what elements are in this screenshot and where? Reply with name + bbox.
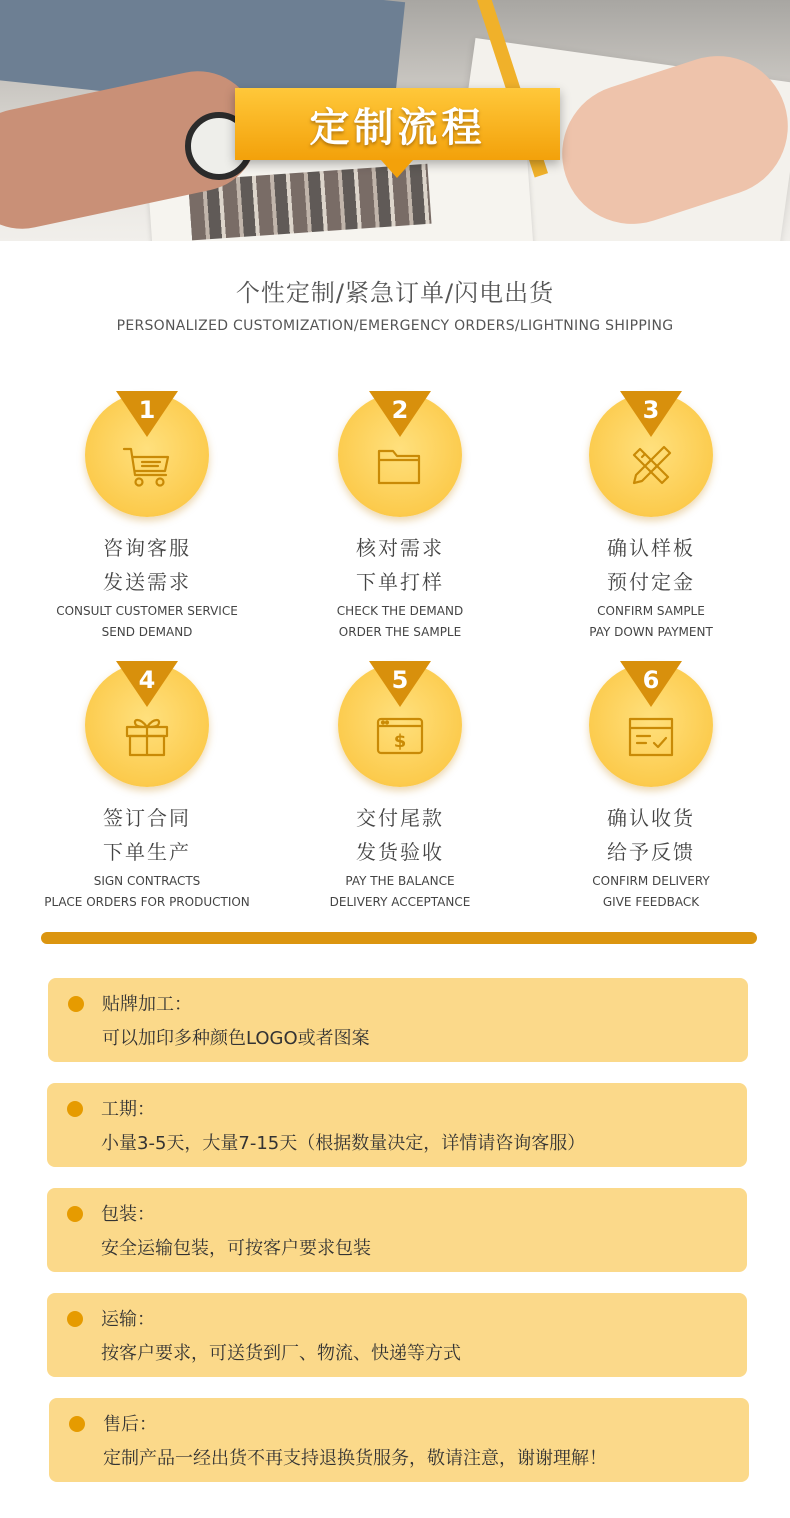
step-1	[32, 393, 262, 643]
gift-icon	[122, 711, 172, 761]
step-title-en: CONFIRM SAMPLE	[597, 604, 705, 618]
card-text: 小量3-5天，大量7-15天（根据数量决定，详情请咨询客服）	[101, 1133, 586, 1154]
step-title-en: CHECK THE DEMAND	[336, 604, 464, 618]
step-subtitle: 下单打样	[356, 570, 444, 594]
payment-window-icon	[375, 711, 425, 761]
step-badge	[338, 663, 462, 787]
step-2	[285, 393, 515, 643]
step-badge	[589, 663, 713, 787]
step-subtitle: 给予反馈	[607, 840, 695, 864]
step-title-en: SIGN CONTRACTS	[93, 874, 201, 888]
step-title: 交付尾款	[356, 806, 444, 830]
section-heading-cn: 个性定制/紧急订单/闪电出货	[235, 279, 555, 307]
info-card-after-sales	[49, 1398, 749, 1482]
bullet-dot-icon	[69, 1416, 85, 1432]
step-subtitle-en: SEND DEMAND	[101, 625, 193, 639]
banner-title-text: 定制流程	[309, 104, 486, 151]
section-heading-en: PERSONALIZED CUSTOMIZATION/EMERGENCY ORDERS/LIGHTNING SHIPPING	[116, 318, 674, 334]
step-number: 5	[391, 666, 409, 694]
step-badge	[85, 393, 209, 517]
info-card-packaging	[47, 1188, 747, 1272]
bullet-dot-icon	[68, 996, 84, 1012]
step-number: 4	[138, 666, 156, 694]
card-title: 贴牌加工：	[102, 994, 192, 1015]
step-3	[536, 393, 766, 643]
step-badge	[589, 393, 713, 517]
step-4	[32, 663, 262, 913]
step-title: 核对需求	[356, 536, 444, 560]
card-title: 售后：	[103, 1414, 157, 1435]
bullet-dot-icon	[67, 1101, 83, 1117]
step-subtitle: 预付定金	[607, 570, 695, 594]
info-card-lead-time	[47, 1083, 747, 1167]
shopping-cart-icon	[122, 441, 172, 491]
step-number: 2	[391, 396, 409, 424]
step-badge	[338, 393, 462, 517]
card-text: 定制产品一经出货不再支持退换货服务，敬请注意，谢谢理解！	[103, 1448, 607, 1469]
info-card-shipping	[47, 1293, 747, 1377]
step-title: 确认样板	[607, 536, 695, 560]
step-title-en: PAY THE BALANCE	[345, 874, 455, 888]
card-text: 可以加印多种颜色LOGO或者图案	[102, 1028, 370, 1049]
step-title-en: CONSULT CUSTOMER SERVICE	[56, 604, 238, 618]
step-title-en: CONFIRM DELIVERY	[592, 874, 710, 888]
bullet-dot-icon	[67, 1311, 83, 1327]
step-subtitle-en: PAY DOWN PAYMENT	[589, 625, 713, 639]
hero-banner	[0, 0, 790, 241]
step-title: 咨询客服	[103, 536, 191, 560]
step-subtitle-en: GIVE FEEDBACK	[602, 895, 700, 909]
svg-text:$: $	[393, 731, 407, 752]
step-subtitle-en: DELIVERY ACCEPTANCE	[329, 895, 471, 909]
card-title: 包装：	[101, 1204, 155, 1225]
step-6	[536, 663, 766, 913]
step-title: 签订合同	[103, 806, 191, 830]
card-title: 工期：	[101, 1099, 155, 1120]
delivery-box-icon	[626, 711, 676, 761]
step-subtitle-en: ORDER THE SAMPLE	[338, 625, 462, 639]
card-text: 按客户要求，可送货到厂、物流、快递等方式	[101, 1343, 461, 1364]
banner-title	[235, 88, 560, 160]
step-number: 1	[138, 396, 156, 424]
pencil-ruler-icon	[626, 441, 676, 491]
info-card-oem	[48, 978, 748, 1062]
bullet-dot-icon	[67, 1206, 83, 1222]
card-text: 安全运输包装，可按客户要求包装	[101, 1238, 371, 1259]
card-title: 运输：	[101, 1309, 155, 1330]
step-subtitle: 发送需求	[103, 570, 191, 594]
step-badge	[85, 663, 209, 787]
step-5	[285, 663, 515, 913]
step-subtitle: 发货验收	[356, 840, 444, 864]
step-subtitle: 下单生产	[103, 840, 191, 864]
folder-icon	[375, 441, 425, 491]
step-number: 6	[642, 666, 660, 694]
step-number: 3	[642, 396, 660, 424]
section-divider	[41, 932, 757, 944]
step-title: 确认收货	[607, 806, 695, 830]
step-subtitle-en: PLACE ORDERS FOR PRODUCTION	[44, 895, 250, 909]
